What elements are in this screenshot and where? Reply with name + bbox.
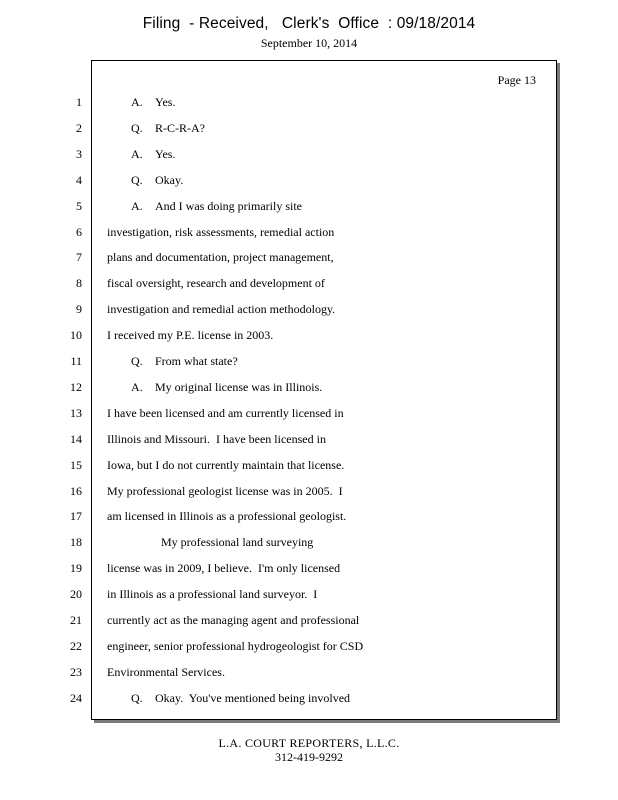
transcript-line: am licensed in Illinois as a professional geologist. xyxy=(107,509,347,523)
transcript-line: I received my P.E. license in 2003. xyxy=(107,328,274,342)
transcript-line: A. My original license was in Illinois. xyxy=(107,380,323,394)
transcript-line: Iowa, but I do not currently maintain that license. xyxy=(107,458,345,472)
transcript-line: I have been licensed and am currently licensed in xyxy=(107,406,344,420)
transcript-line: Illinois and Missouri. I have been licensed in xyxy=(107,432,326,446)
transcript-line: My professional land surveying xyxy=(107,535,314,549)
line-number: 17 xyxy=(70,509,82,523)
transcript-line: engineer, senior professional hydrogeologist for CSD xyxy=(107,639,364,653)
transcript-line: Q. From what state? xyxy=(107,354,238,368)
line-number: 7 xyxy=(76,250,82,264)
deposition-date: September 10, 2014 xyxy=(260,36,358,50)
transcript-line: currently act as the managing agent and professional xyxy=(107,613,360,627)
line-number: 3 xyxy=(76,147,82,161)
line-number: 23 xyxy=(70,665,82,679)
line-number: 19 xyxy=(70,561,82,575)
line-number: 22 xyxy=(70,639,82,653)
transcript-line: Q. Okay. xyxy=(107,173,184,187)
transcript-line: A. And I was doing primarily site xyxy=(107,199,302,213)
line-number: 16 xyxy=(70,484,82,498)
line-number: 21 xyxy=(70,613,82,627)
line-number: 20 xyxy=(70,587,82,601)
line-number: 14 xyxy=(70,432,82,446)
filing-stamp: Filing - Received, Clerk's Office : 09/18/2014 xyxy=(142,15,476,32)
transcript-line: Q. Okay. You've mentioned being involved xyxy=(107,691,351,705)
line-number: 4 xyxy=(76,173,82,187)
court-reporter-phone: 312-419-9292 xyxy=(275,750,343,764)
court-reporter-company: L.A. COURT REPORTERS, L.L.C. xyxy=(218,736,400,750)
line-number: 8 xyxy=(76,276,82,290)
transcript-line: Q. R-C-R-A? xyxy=(107,121,205,135)
line-number: 10 xyxy=(70,328,82,342)
line-number: 12 xyxy=(70,380,82,394)
line-number: 15 xyxy=(70,458,82,472)
transcript-line: Environmental Services. xyxy=(107,665,225,679)
transcript-line: in Illinois as a professional land surveyor. I xyxy=(107,587,318,601)
line-number: 1 xyxy=(76,95,82,109)
transcript-line: My professional geologist license was in 2005. I xyxy=(107,484,343,498)
page-number: Page 13 xyxy=(497,73,536,87)
line-number: 6 xyxy=(76,225,82,239)
line-number: 11 xyxy=(70,354,82,368)
transcript-line: plans and documentation, project management, xyxy=(107,250,334,264)
line-number: 2 xyxy=(76,121,82,135)
transcript-line: A. Yes. xyxy=(107,95,176,109)
transcript-line: A. Yes. xyxy=(107,147,176,161)
line-number: 13 xyxy=(70,406,82,420)
transcript-line: investigation, risk assessments, remedial action xyxy=(107,225,335,239)
transcript-line: investigation and remedial action methodology. xyxy=(107,302,336,316)
line-number: 9 xyxy=(76,302,82,316)
transcript-line: fiscal oversight, research and development of xyxy=(107,276,325,290)
line-number: 24 xyxy=(70,691,82,705)
line-number: 18 xyxy=(70,535,82,549)
transcript-line: license was in 2009, I believe. I'm only licensed xyxy=(107,561,341,575)
line-number: 5 xyxy=(76,199,82,213)
